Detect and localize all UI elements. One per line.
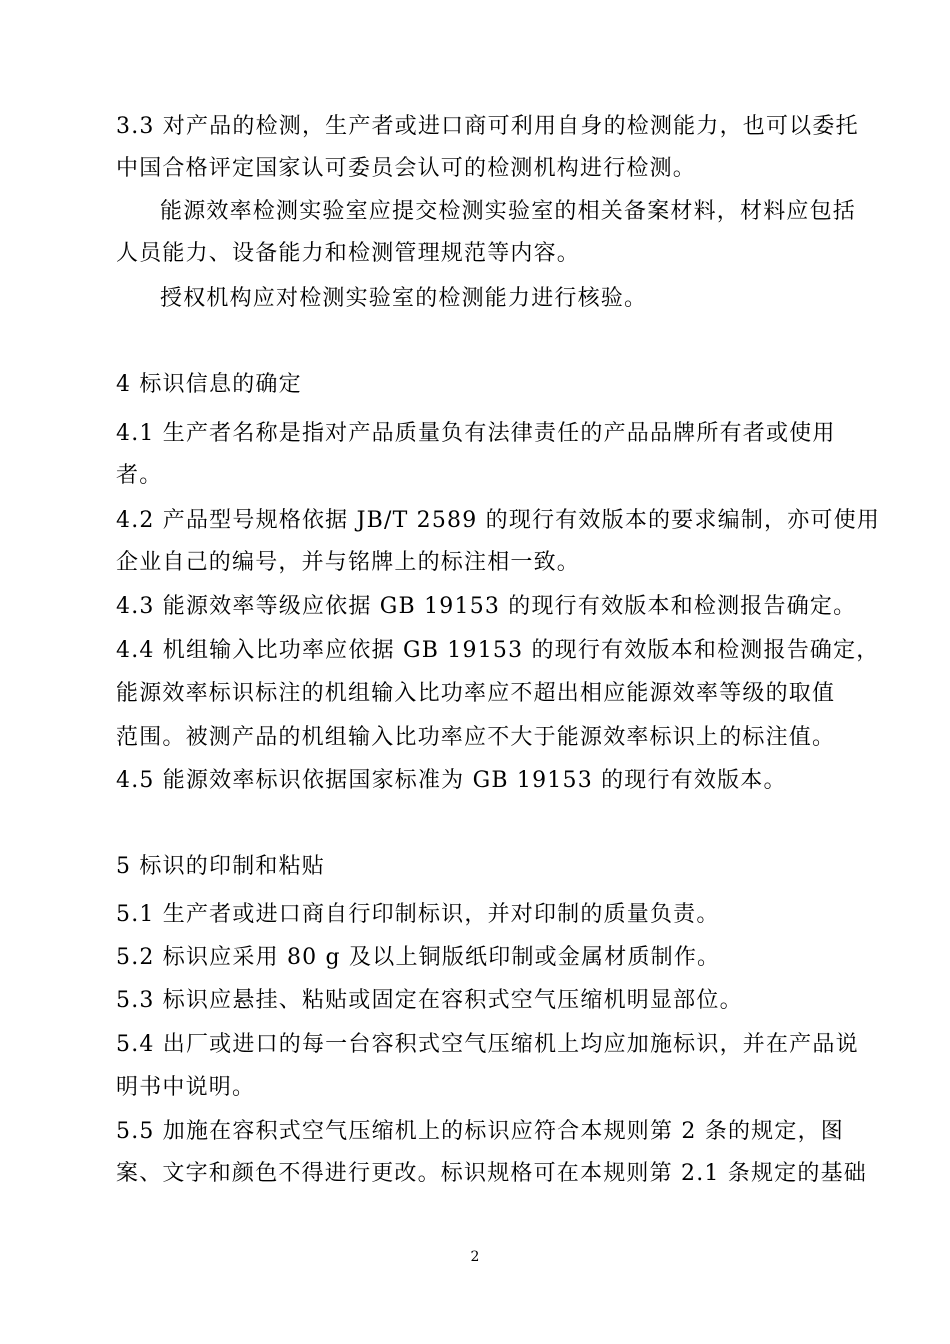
text-line-paragraph: 能源效率检测实验室应提交检测实验室的相关备案材料，材料应包括 [160, 199, 857, 224]
text-line-4-1: 4.1 生产者名称是指对产品质量负有法律责任的产品品牌所有者或使用 [116, 421, 836, 446]
text-line: 人员能力、设备能力和检测管理规范等内容。 [116, 241, 581, 266]
section-heading-4: 4 标识信息的确定 [116, 372, 302, 397]
text-line-paragraph: 授权机构应对检测实验室的检测能力进行核验。 [160, 286, 648, 311]
section-heading-5: 5 标识的印制和粘贴 [116, 854, 325, 879]
text-line: 明书中说明。 [116, 1075, 256, 1100]
text-line: 能源效率标识标注的机组输入比功率应不超出相应能源效率等级的取值 [116, 681, 836, 706]
text-line: 者。 [116, 463, 163, 488]
text-line-5-2: 5.2 标识应采用 80 g 及以上铜版纸印制或金属材质制作。 [116, 945, 721, 970]
text-line-4-4: 4.4 机组输入比功率应依据 GB 19153 的现行有效版本和检测报告确定， [116, 638, 880, 663]
text-line-4-5: 4.5 能源效率标识依据国家标准为 GB 19153 的现行有效版本。 [116, 768, 787, 793]
text-line-5-4: 5.4 出厂或进口的每一台容积式空气压缩机上均应加施标识，并在产品说 [116, 1032, 859, 1057]
text-line: 企业自己的编号，并与铭牌上的标注相一致。 [116, 550, 581, 575]
text-line: 范围。被测产品的机组输入比功率应不大于能源效率标识上的标注值。 [116, 725, 836, 750]
text-line-4-3: 4.3 能源效率等级应依据 GB 19153 的现行有效版本和检测报告确定。 [116, 594, 857, 619]
page-number: 2 [470, 1249, 480, 1265]
text-line-5-5: 5.5 加施在容积式空气压缩机上的标识应符合本规则第 2 条的规定，图 [116, 1119, 844, 1144]
text-line: 案、文字和颜色不得进行更改。标识规格可在本规则第 2.1 条规定的基础 [116, 1161, 867, 1186]
text-line-5-1: 5.1 生产者或进口商自行印制标识，并对印制的质量负责。 [116, 902, 720, 927]
text-line-5-3: 5.3 标识应悬挂、粘贴或固定在容积式空气压缩机明显部位。 [116, 988, 743, 1013]
text-line: 中国合格评定国家认可委员会认可的检测机构进行检测。 [116, 156, 697, 181]
text-line-3-3: 3.3 对产品的检测，生产者或进口商可利用自身的检测能力，也可以委托 [116, 114, 859, 139]
text-line-4-2: 4.2 产品型号规格依据 JB/T 2589 的现行有效版本的要求编制，亦可使用 [116, 508, 881, 533]
